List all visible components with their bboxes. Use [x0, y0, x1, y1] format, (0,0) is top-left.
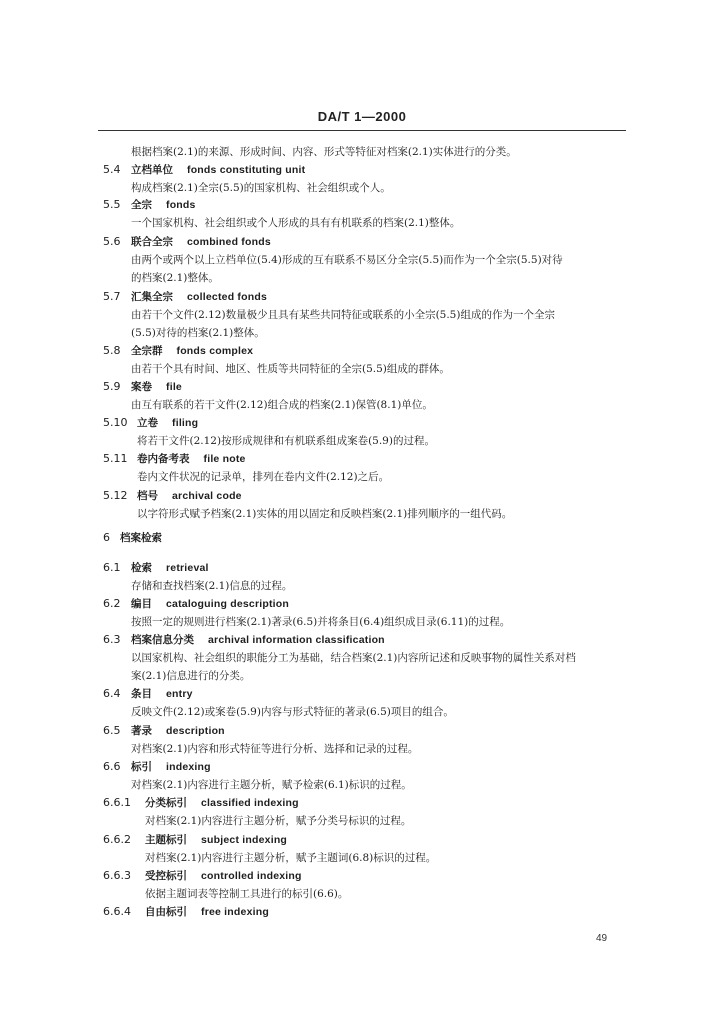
- entry-number: 5.9: [103, 380, 121, 393]
- entry-definition: 卷内文件状况的记录单，排列在卷内文件(2.12)之后。: [137, 471, 390, 483]
- entry-number: 6.6.1: [103, 796, 131, 809]
- entry-definition: 由若干个文件(2.12)数量极少且具有某些共同特征或联系的小全宗(5.5)组成的作为一个全宗: [131, 309, 555, 321]
- entry-definition: 将若干文件(2.12)按形成规律和有机联系组成案卷(5.9)的过程。: [137, 435, 435, 447]
- entry-term-english: fonds: [166, 199, 196, 211]
- entry-heading: [131, 380, 182, 394]
- entry-term-english: controlled indexing: [201, 870, 302, 882]
- entry-number: 5.10: [103, 416, 128, 429]
- entry-definition: 对档案(2.1)内容和形式特征等进行分析、选择和记录的过程。: [131, 743, 419, 755]
- entry-definition: 对档案(2.1)内容进行主题分析，赋予分类号标识的过程。: [145, 815, 412, 827]
- entry-number: 5.5: [103, 198, 121, 211]
- entry-term-english: fonds constituting unit: [187, 164, 306, 176]
- entry-definition: 存储和查找档案(2.1)信息的过程。: [131, 580, 293, 592]
- entry-definition: 的档案(2.1)整体。: [131, 272, 219, 284]
- entry-term: 受控标引: [145, 870, 187, 882]
- page-number: 49: [596, 933, 608, 944]
- entry-term-english: cataloguing description: [166, 598, 290, 610]
- entry-number: 5.11: [103, 452, 128, 465]
- entry-term: 卷内备考表: [137, 453, 190, 465]
- entry-heading: [131, 687, 193, 701]
- entry-definition: 对档案(2.1)内容进行主题分析，赋予主题词(6.8)标识的过程。: [145, 852, 437, 864]
- entry-heading: [131, 163, 305, 177]
- entry-term-english: fonds complex: [176, 345, 254, 357]
- intro-text: 根据档案(2.1)的来源、形成时间、内容、形式等特征对档案(2.1)实体进行的分类。: [131, 146, 517, 158]
- entry-definition: 以字符形式赋予档案(2.1)实体的用以固定和反映档案(2.1)排列顺序的一组代码。: [137, 508, 513, 520]
- entry-term-english: filing: [172, 417, 199, 429]
- entry-number: 6.2: [103, 597, 121, 610]
- section-6-title: 档案检索: [120, 532, 162, 544]
- entry-definition: 由若干个具有时间、地区、性质等共同特征的全宗(5.5)组成的群体。: [131, 363, 450, 375]
- entry-term: 汇集全宗: [131, 291, 173, 303]
- entry-number: 6.4: [103, 687, 121, 700]
- entry-heading: [145, 796, 299, 810]
- entry-term-english: file note: [203, 453, 246, 465]
- entry-term: 编目: [131, 598, 152, 610]
- entry-heading: [137, 416, 198, 430]
- entry-heading: [131, 198, 196, 212]
- entry-term: 档号: [137, 490, 158, 502]
- entry-term: 分类标引: [145, 797, 187, 809]
- entry-term-english: retrieval: [166, 562, 209, 574]
- entry-number: 6.6.2: [103, 833, 131, 846]
- entry-number: 6.5: [103, 724, 121, 737]
- entry-term: 自由标引: [145, 906, 187, 918]
- entry-heading: [131, 290, 267, 304]
- entry-definition: 一个国家机构、社会组织或个人形成的具有有机联系的档案(2.1)整体。: [131, 217, 461, 229]
- entry-term-english: subject indexing: [201, 834, 288, 846]
- entry-definition: 构成档案(2.1)全宗(5.5)的国家机构、社会组织或个人。: [131, 182, 391, 194]
- entry-number: 6.6.3: [103, 869, 131, 882]
- entry-term-english: collected fonds: [187, 291, 268, 303]
- entry-definition: (5.5)对待的档案(2.1)整体。: [131, 327, 265, 339]
- entry-heading: [145, 869, 302, 883]
- entry-term: 条目: [131, 688, 152, 700]
- entry-number: 5.8: [103, 344, 121, 357]
- entry-definition: 反映文件(2.12)或案卷(5.9)内容与形式特征的著录(6.5)项目的组合。: [131, 706, 454, 718]
- entry-number: 5.12: [103, 489, 128, 502]
- entry-heading: [131, 724, 225, 738]
- entry-term: 全宗: [131, 199, 152, 211]
- entry-definition: 以国家机构、社会组织的职能分工为基础，结合档案(2.1)内容所记述和反映事物的属性关系对档: [131, 652, 576, 664]
- entry-term: 立卷: [137, 417, 158, 429]
- entry-term: 主题标引: [145, 834, 187, 846]
- entry-term-english: classified indexing: [201, 797, 299, 809]
- entry-definition: 案(2.1)信息进行的分类。: [131, 670, 251, 682]
- entry-definition: 按照一定的规则进行档案(2.1)著录(6.5)并将条目(6.4)组织成目录(6.11)的过程。: [131, 616, 511, 628]
- entry-number: 5.6: [103, 235, 121, 248]
- entry-definition: 对档案(2.1)内容进行主题分析，赋予检索(6.1)标识的过程。: [131, 779, 412, 791]
- entry-number: 5.7: [103, 290, 121, 303]
- entry-term-english: combined fonds: [187, 236, 271, 248]
- entry-number: 6.6: [103, 760, 121, 773]
- entry-heading: [145, 833, 287, 847]
- entry-definition: 依据主题词表等控制工具进行的标引(6.6)。: [145, 888, 349, 900]
- entry-heading: [131, 561, 209, 575]
- entry-heading: [131, 235, 271, 249]
- entry-heading: [131, 597, 289, 611]
- entry-number: 6.6.4: [103, 905, 131, 918]
- entry-heading: [145, 905, 269, 919]
- entry-term-english: file: [166, 381, 182, 393]
- entry-definition: 由两个或两个以上立档单位(5.4)形成的互有联系不易区分全宗(5.5)而作为一个全宗(5.5)对待: [131, 254, 563, 266]
- entry-heading: [131, 633, 385, 647]
- entry-number: 6.3: [103, 633, 121, 646]
- entry-term: 著录: [131, 725, 152, 737]
- entry-definition: 由互有联系的若干文件(2.12)组合成的档案(2.1)保管(8.1)单位。: [131, 399, 433, 411]
- entry-term: 检索: [131, 562, 152, 574]
- entry-term: 标引: [131, 761, 152, 773]
- entry-term: 案卷: [131, 381, 152, 393]
- entry-term-english: entry: [166, 688, 193, 700]
- entry-heading: [137, 489, 242, 503]
- header-rule: [98, 130, 626, 131]
- entry-term: 立档单位: [131, 164, 173, 176]
- entry-term-english: archival code: [172, 490, 242, 502]
- entry-number: 5.4: [103, 163, 121, 176]
- entry-heading: [131, 344, 253, 358]
- entry-heading: [137, 452, 246, 466]
- header-title: DA/T 1—2000: [317, 109, 407, 124]
- entry-term-english: free indexing: [201, 906, 269, 918]
- entry-term: 档案信息分类: [131, 634, 194, 646]
- entry-term-english: description: [166, 725, 225, 737]
- entry-number: 6.1: [103, 561, 121, 574]
- entry-term-english: indexing: [166, 761, 211, 773]
- entry-term-english: archival information classification: [208, 634, 385, 646]
- entry-term: 联合全宗: [131, 236, 173, 248]
- section-6-number: 6: [103, 531, 110, 544]
- entry-heading: [131, 760, 211, 774]
- entry-term: 全宗群: [131, 345, 163, 357]
